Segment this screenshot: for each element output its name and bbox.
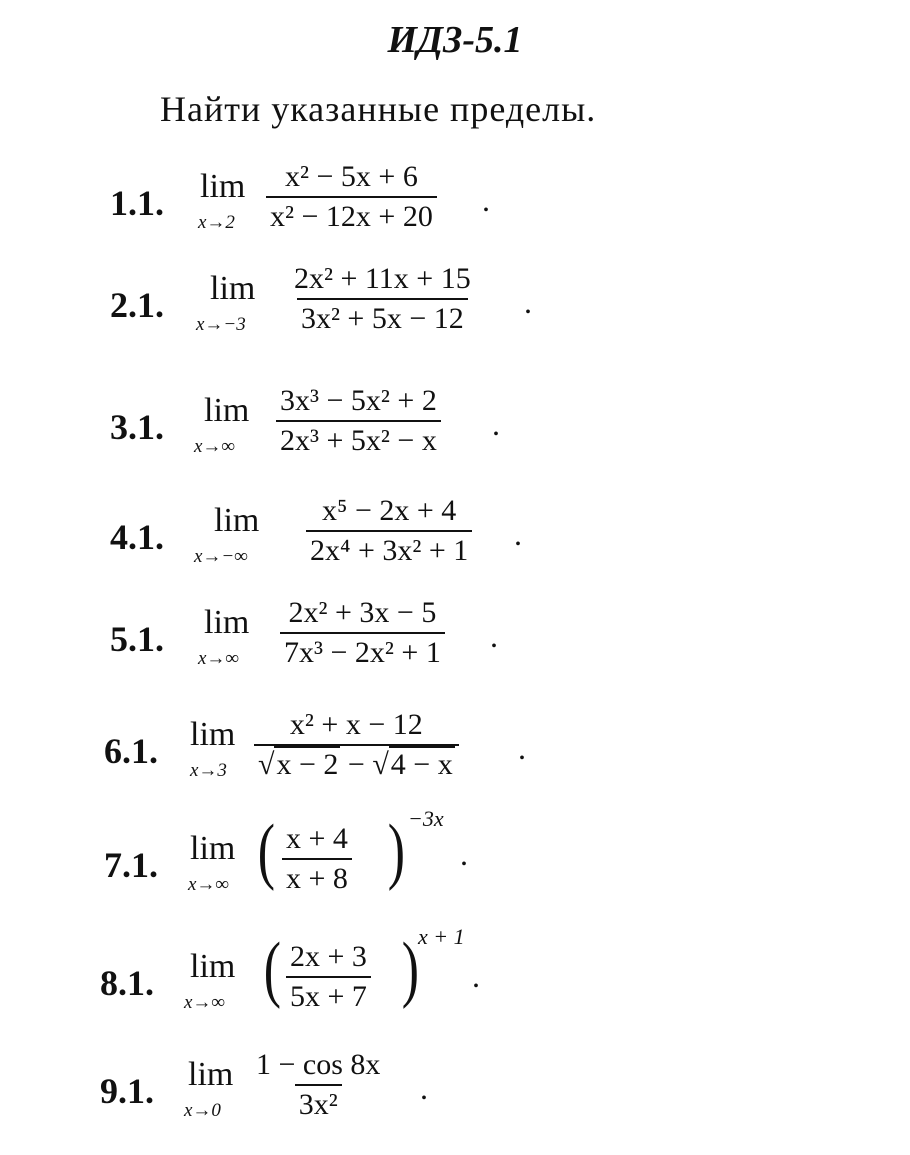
square-root: √x − 2: [258, 748, 339, 781]
exponent: −3x: [408, 806, 444, 831]
numerator: x + 4: [286, 822, 348, 855]
limit-operator: lim: [190, 716, 236, 753]
denominator: 3x²: [295, 1084, 342, 1120]
denominator: 2x³ + 5x² − x: [276, 420, 441, 456]
denominator: x + 8: [282, 858, 352, 894]
limit-subscript: x→2: [198, 212, 235, 233]
right-parenthesis: ): [401, 928, 419, 1010]
limit-operator: lim: [214, 502, 260, 539]
limit-operator: lim: [188, 1056, 234, 1093]
end-period: .: [524, 284, 532, 320]
problem-number: 7.1.: [104, 845, 158, 885]
fraction: [254, 710, 459, 780]
problem-number: 8.1.: [100, 963, 154, 1003]
limit-operator: lim: [190, 830, 236, 867]
exponent: x + 1: [418, 924, 465, 949]
limit-operator: lim: [210, 270, 256, 307]
numerator: x⁵ − 2x + 4: [322, 494, 457, 527]
numerator: 2x² + 3x − 5: [288, 596, 437, 629]
limit-subscript: x→∞: [194, 436, 235, 457]
limit-operator: lim: [200, 168, 246, 205]
denominator: 5x + 7: [286, 976, 371, 1012]
fraction: [276, 386, 441, 456]
problem-8: [100, 924, 800, 1020]
left-parenthesis: (: [263, 928, 281, 1010]
problem-number: 1.1.: [110, 183, 164, 223]
numerator: x² + x − 12: [289, 708, 423, 741]
fraction: [290, 264, 475, 334]
limit-subscript: x→∞: [184, 992, 225, 1013]
problem-6: [104, 708, 804, 788]
problem-number: 9.1.: [100, 1071, 154, 1111]
limit-subscript: x→−∞: [194, 546, 248, 567]
problem-number: 2.1.: [110, 285, 164, 325]
page-title: ИДЗ-5.1: [387, 19, 523, 61]
limit-subscript: x→∞: [198, 648, 239, 669]
denominator: √x − 2 − √4 − x: [254, 744, 459, 780]
end-period: .: [482, 182, 490, 218]
numerator: 1 − cos 8x: [256, 1048, 381, 1081]
limit-subscript: x→−3: [196, 314, 246, 335]
end-period: .: [472, 958, 480, 994]
fraction: [266, 162, 437, 232]
problem-number: 5.1.: [110, 619, 164, 659]
fraction: [282, 824, 352, 894]
problem-number: 3.1.: [110, 407, 164, 447]
end-period: .: [518, 730, 526, 766]
problem-9: [100, 1048, 800, 1128]
denominator: 2x⁴ + 3x² + 1: [306, 530, 472, 566]
limit-operator: lim: [204, 604, 250, 641]
fraction: [280, 598, 445, 668]
fraction: [252, 1050, 384, 1120]
denominator: 3x² + 5x − 12: [297, 298, 468, 334]
problem-number: 6.1.: [104, 731, 158, 771]
end-period: .: [490, 618, 498, 654]
right-parenthesis: ): [387, 810, 405, 892]
square-root: √4 − x: [372, 748, 453, 781]
problem-4: [110, 494, 810, 574]
fraction: [306, 496, 472, 566]
numerator: 2x² + 11x + 15: [294, 262, 471, 295]
limit-subscript: x→∞: [188, 874, 229, 895]
problem-7: [104, 806, 804, 902]
end-period: .: [514, 516, 522, 552]
problem-5: [110, 596, 810, 676]
end-period: .: [460, 836, 468, 872]
numerator: x² − 5x + 6: [285, 160, 418, 193]
fraction: [286, 942, 371, 1012]
end-period: .: [492, 406, 500, 442]
instruction: Найти указанные пределы.: [160, 89, 597, 129]
numerator: 2x + 3: [290, 940, 367, 973]
problem-1: [110, 160, 810, 240]
denominator: x² − 12x + 20: [266, 196, 437, 232]
problem-2: [110, 262, 810, 342]
limit-subscript: x→3: [190, 760, 227, 781]
problem-3: [110, 384, 810, 464]
problem-number: 4.1.: [110, 517, 164, 557]
limit-operator: lim: [204, 392, 250, 429]
denominator: 7x³ − 2x² + 1: [280, 632, 445, 668]
end-period: .: [420, 1070, 428, 1106]
limit-operator: lim: [190, 948, 236, 985]
limit-subscript: x→0: [184, 1100, 221, 1121]
numerator: 3x³ − 5x² + 2: [280, 384, 437, 417]
left-parenthesis: (: [257, 810, 275, 892]
